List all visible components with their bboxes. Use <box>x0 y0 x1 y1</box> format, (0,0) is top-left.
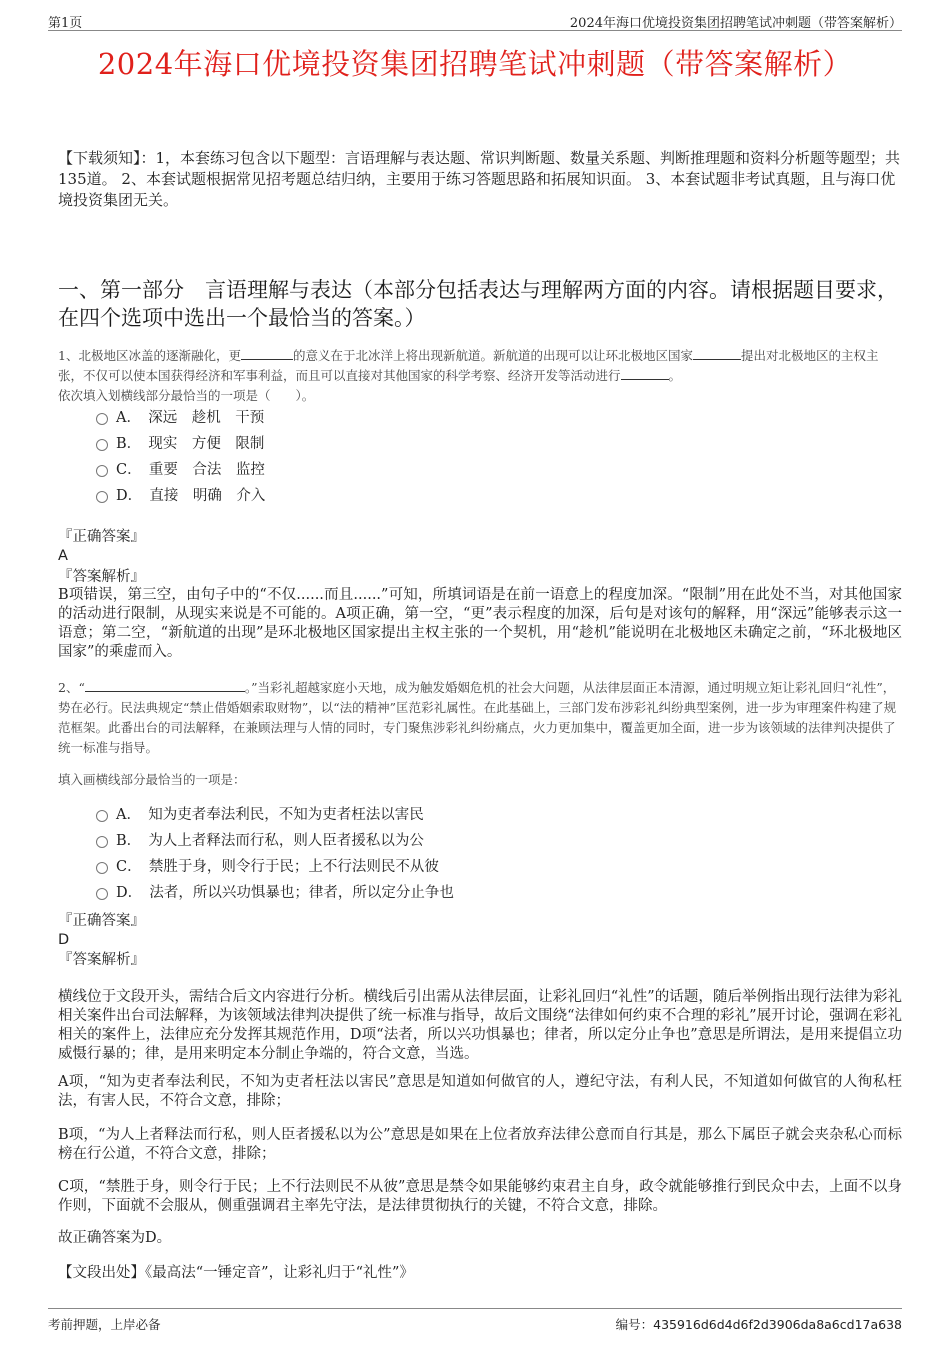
option-b-analysis: B项，“为人上者释法而行私，则人臣者援私以为公”意思是如果在上位者放弃法律公意而自行其是，那么下属臣子就会夹杂私心而标榜在行公道，不符合文意，排除； <box>58 1127 902 1162</box>
radio-icon[interactable] <box>96 465 108 477</box>
question-2-stem: 2、“ 。”当彩礼超越家庭小天地，成为触发婚姻危机的社会大问题，从法律层面正本清源，通过明规立矩让彩礼回归“礼性”，势在必行。民法典规定“禁止借婚姻索取财物”，以“法的精神”匡范彩礼属性。在此基础上，三部门发布涉彩礼纠纷典型案例，进一步为审理案件构建了规范框架。此番出台的司法解释，在兼顾法理与人情的同时，专门聚焦涉彩礼纠纷痛点，火力更加集中，覆盖更加全面，进一步为该领域的法律判决提供了统一标准与指导。 <box>58 680 897 755</box>
radio-icon[interactable] <box>96 836 108 848</box>
section-title: 一、第一部分 言语理解与表达（本部分包括表达与理解两方面的内容。请根据题目要求，在四个选项中选出一个最恰当的答案。） <box>58 278 898 330</box>
conclusion: 故正确答案为D。 <box>58 1230 172 1246</box>
question-1-prompt: 依次填入划横线部分最恰当的一项是（ ）。 <box>58 388 315 403</box>
page-number: 第1页 <box>48 16 83 31</box>
answer-label: 『正确答案』 <box>58 913 145 929</box>
option-c[interactable]: C． 重要 合法 监控 <box>96 457 265 483</box>
option-c[interactable]: C． 禁胜于身，则令行于民；上不行法则民不从彼 <box>96 854 454 880</box>
analysis-text: 横线位于文段开头，需结合后文内容进行分析。横线后引出需从法律层面，让彩礼回归“礼性”的话题，随后举例指出现行法律为彩礼相关案件出台司法解释，为该领域法律判决提供了统一标准与指导，故后文围绕“法律如何约束不合理的彩礼”展开讨论，强调在彩礼相关的案件上，法律应充分发挥其规范作用，D项“法者，所以兴功惧暴也；律者，所以定分止争也”意思是所谓法，是用来提倡立功威慑行暴的；律，是用来明定本分制止争端的，符合文意，当选。 <box>58 989 902 1062</box>
page-header <box>48 10 902 31</box>
radio-icon[interactable] <box>96 888 108 900</box>
option-a[interactable]: A． 深远 趁机 干预 <box>96 405 265 431</box>
analysis-label: 『答案解析』 <box>58 569 145 585</box>
header-doc-title: 2024年海口优境投资集团招聘笔试冲刺题（带答案解析） <box>569 16 902 31</box>
download-notice: 【下载须知】：1，本套练习包含以下题型：言语理解与表达题、常识判断题、数量关系题、判断推理题和资料分析题等题型；共135道。 2、本套试题根据常见招考题总结归纳，主要用于练习答题思路和拓展知识面。 3、本套试题非考试真题，且与海口优境投资集团无关。 <box>58 149 901 209</box>
question-1-stem: 1、北极地区冰盖的逐渐融化，更 的意义在于北冰洋上将出现新航道。新航道的出现可以让环北极地区国家 提出对北极地区的主权主张，不仅可以使本国获得经济和军事利益，而且可以直接对其他国家的科学考察、经济开发等活动进行 。 依次填入划横线部分最恰当的一项是（ ）。 <box>58 348 879 403</box>
radio-icon[interactable] <box>96 439 108 451</box>
radio-icon[interactable] <box>96 862 108 874</box>
analysis-label: 『答案解析』 <box>58 952 145 968</box>
option-d[interactable]: D． 直接 明确 介入 <box>96 483 265 509</box>
footer-code: 编号：435916d6d4d6f2d3906da8a6cd17a638 <box>615 1317 902 1332</box>
source: 【文段出处】《最高法“一锤定音”，让彩礼归于“礼性”》 <box>58 1265 414 1281</box>
answer-value: D <box>58 932 70 948</box>
option-a[interactable]: A． 知为吏者奉法利民，不知为吏者枉法以害民 <box>96 802 454 828</box>
footer-slogan: 考前押题，上岸必备 <box>48 1317 161 1332</box>
option-d[interactable]: D． 法者，所以兴功惧暴也；律者，所以定分止争也 <box>96 880 454 906</box>
radio-icon[interactable] <box>96 413 108 425</box>
question-2-prompt: 填入画横线部分最恰当的一项是： <box>58 772 246 787</box>
option-a-analysis: A项，“知为吏者奉法利民，不知为吏者枉法以害民”意思是知道如何做官的人，遵纪守法，有利人民，不知道如何做官的人徇私枉法，有害人民，不符合文意，排除； <box>58 1074 902 1109</box>
question-1-options <box>96 405 265 509</box>
answer-label: 『正确答案』 <box>58 529 145 545</box>
answer-value: A <box>58 548 68 564</box>
page-title: 2024年海口优境投资集团招聘笔试冲刺题（带答案解析） <box>97 47 853 81</box>
analysis-text: B项错误，第三空，由句子中的“不仅......而且......”可知，所填词语是在前一语意上的程度加深。“限制”用在此处不当，对其他国家的活动进行限制，从现实来说是不可能的。A项正确，第一空，“更”表示程度的加深，后句是对该句的解释，用“深远”能够表示这一语意；第二空，“新航道的出现”是环北极地区国家提出主权主张的一个契机，用“趁机”能说明在北极地区未确定之前，“环北极地区国家”的乘虚而入。 <box>58 587 902 660</box>
page-footer <box>48 1308 902 1332</box>
option-b[interactable]: B． 现实 方便 限制 <box>96 431 265 457</box>
option-b[interactable]: B． 为人上者释法而行私，则人臣者援私以为公 <box>96 828 454 854</box>
option-c-analysis: C项，“禁胜于身，则令行于民；上不行法则民不从彼”意思是禁令如果能够约束君主自身，政令就能够推行到民众中去，上面不以身作则，下面就不会服从，侧重强调君主率先守法，是法律贯彻执行的关键，不符合文意，排除。 <box>58 1179 902 1214</box>
radio-icon[interactable] <box>96 491 108 503</box>
radio-icon[interactable] <box>96 810 108 822</box>
question-2-options <box>96 802 454 906</box>
